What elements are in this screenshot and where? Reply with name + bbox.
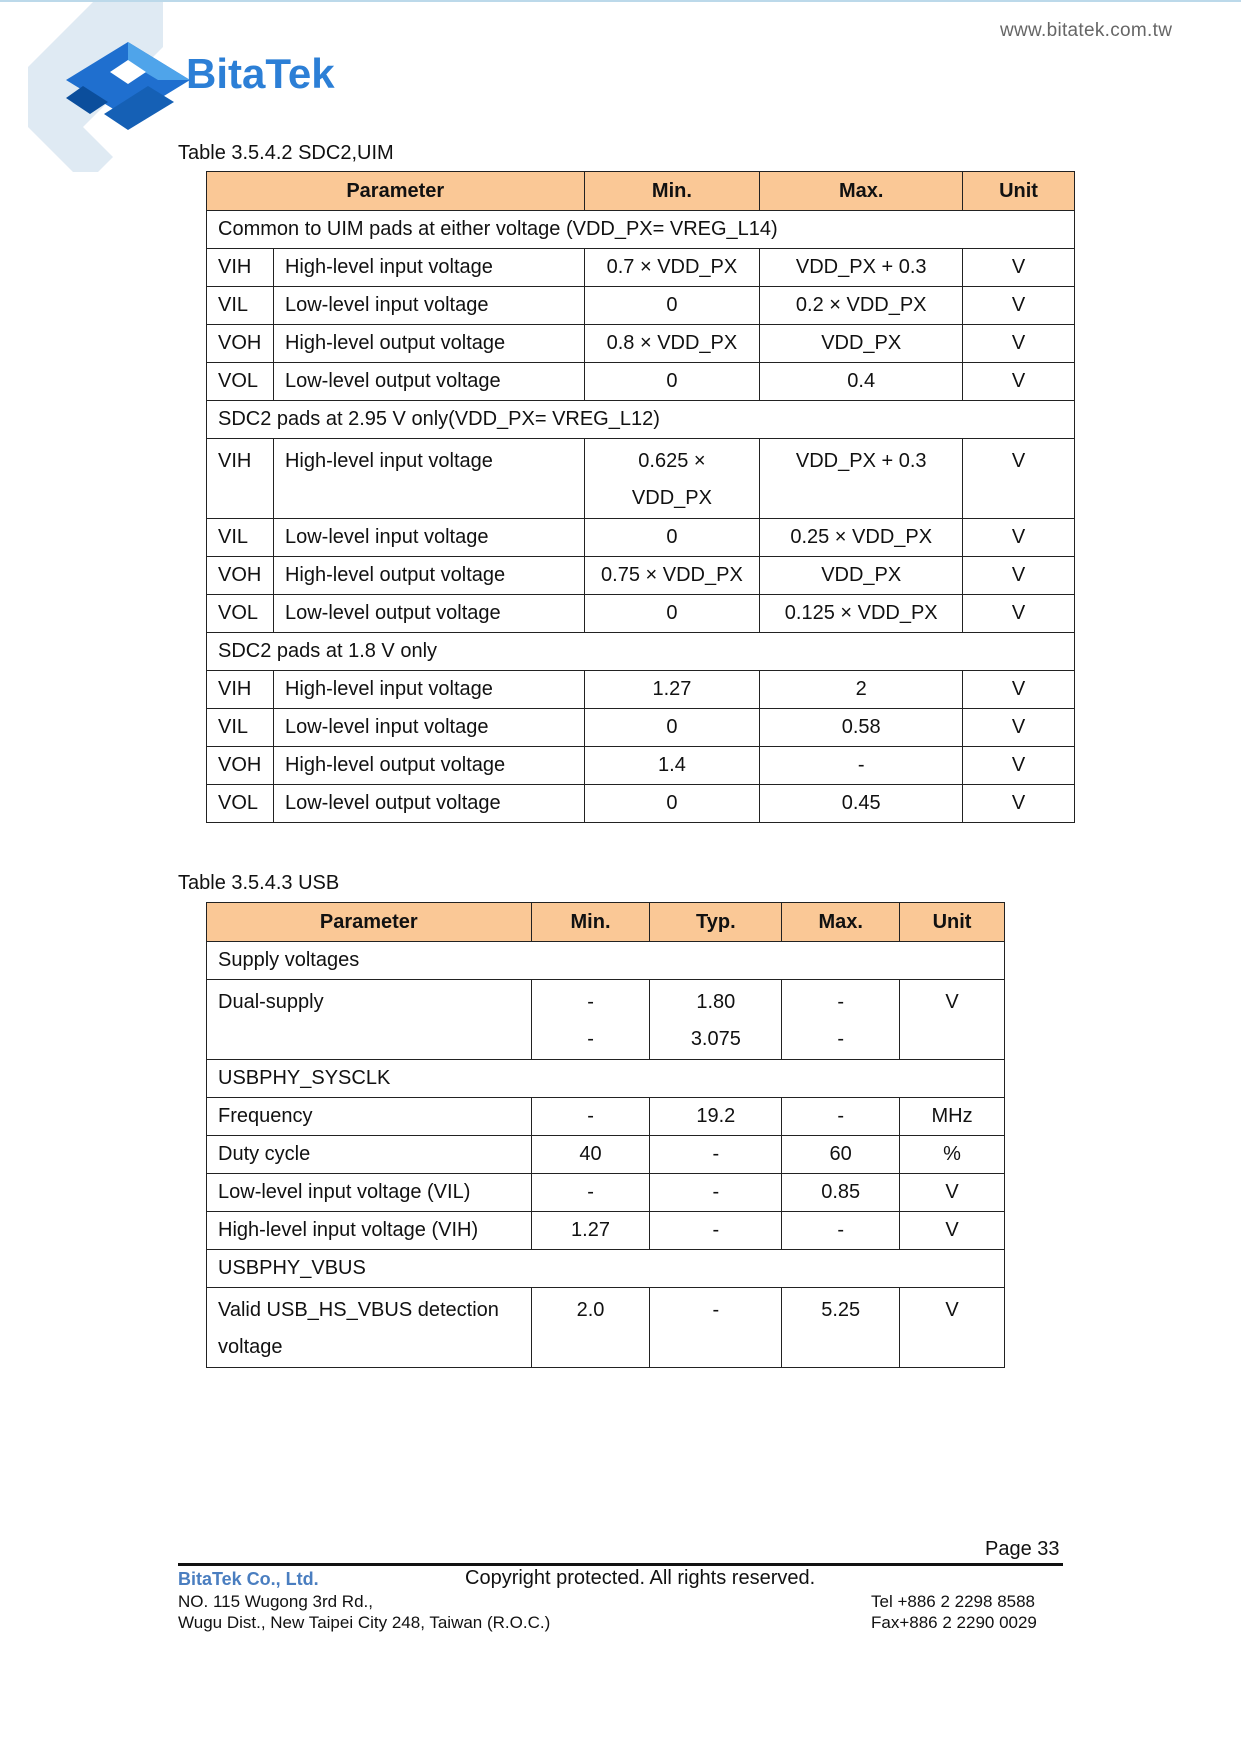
table-row [207, 287, 1075, 325]
table-row [207, 709, 1075, 747]
address-line-2: Wugu Dist., New Taipei City 248, Taiwan (R.O.C.) [178, 1613, 551, 1632]
min-cell: 1.27 [531, 1212, 650, 1250]
typ-cell: - [650, 1136, 782, 1174]
parameter-cell: High-level input voltage [273, 671, 584, 709]
parameter-cell: High-level output voltage [273, 325, 584, 363]
table-row [207, 1288, 1005, 1368]
table-row [207, 519, 1075, 557]
parameter-cell: Low-level input voltage [273, 287, 584, 325]
table-row [207, 325, 1075, 363]
footer-divider [178, 1563, 1063, 1566]
section-title: USBPHY_SYSCLK [207, 1060, 1005, 1098]
parameter-cell: High-level input voltage [273, 439, 584, 519]
copyright-notice: Copyright protected. All rights reserved. [465, 1567, 816, 1589]
website-url[interactable]: www.bitatek.com.tw [1000, 20, 1173, 41]
max-cell: VDD_PX [760, 557, 963, 595]
min-cell: 0.75 × VDD_PX [584, 557, 760, 595]
max-cell [782, 980, 900, 1060]
max-cell: 0.2 × VDD_PX [760, 287, 963, 325]
section-row [207, 942, 1005, 980]
section-title: Common to UIM pads at either voltage (VDD_PX= VREG_L14) [207, 211, 1075, 249]
max-cell: 60 [782, 1136, 900, 1174]
max-cell: - [782, 1212, 900, 1250]
section-title: SDC2 pads at 1.8 V only [207, 633, 1075, 671]
parameter-cell: Low-level output voltage [273, 363, 584, 401]
header-parameter: Parameter [207, 903, 532, 942]
parameter-cell: Duty cycle [207, 1136, 532, 1174]
parameter-cell: Low-level output voltage [273, 595, 584, 633]
table-row [207, 249, 1075, 287]
header-unit: Unit [963, 172, 1075, 211]
unit-cell: V [963, 557, 1075, 595]
typ-cell [650, 980, 782, 1060]
unit-cell: % [900, 1136, 1005, 1174]
max-cell: - [760, 747, 963, 785]
min-line: - [587, 1028, 594, 1050]
header-parameter: Parameter [207, 172, 585, 211]
section-row [207, 401, 1075, 439]
parameter-cell: High-level input voltage (VIH) [207, 1212, 532, 1250]
symbol-cell: VIH [207, 249, 274, 287]
parameter-cell: Dual-supply [207, 980, 532, 1060]
typ-cell: 19.2 [650, 1098, 782, 1136]
unit-cell: V [900, 980, 1005, 1060]
max-cell: VDD_PX + 0.3 [760, 249, 963, 287]
table1-caption: Table 3.5.4.2 SDC2,UIM [178, 142, 394, 164]
unit-cell: V [900, 1174, 1005, 1212]
unit-cell: V [963, 747, 1075, 785]
table-row [207, 1174, 1005, 1212]
min-line: - [587, 991, 594, 1013]
symbol-cell: VIL [207, 519, 274, 557]
max-cell: VDD_PX + 0.3 [760, 439, 963, 519]
min-cell: 2.0 [531, 1288, 650, 1368]
min-cell: 0 [584, 709, 760, 747]
telephone: Tel +886 2 2298 8588 [871, 1592, 1036, 1611]
min-cell: 0.8 × VDD_PX [584, 325, 760, 363]
company-name: BitaTek Co., Ltd. [178, 1569, 319, 1589]
section-row [207, 1060, 1005, 1098]
symbol-cell: VOL [207, 363, 274, 401]
section-row [207, 633, 1075, 671]
unit-cell: V [963, 325, 1075, 363]
min-cell: 0 [584, 287, 760, 325]
unit-cell: V [963, 363, 1075, 401]
unit-cell: V [963, 709, 1075, 747]
table-row [207, 980, 1005, 1060]
min-cell [584, 439, 760, 519]
min-cell [531, 980, 650, 1060]
section-title: Supply voltages [207, 942, 1005, 980]
table2-caption: Table 3.5.4.3 USB [178, 872, 340, 894]
max-cell: 0.4 [760, 363, 963, 401]
max-cell: 0.45 [760, 785, 963, 823]
min-cell: 0 [584, 519, 760, 557]
symbol-cell: VIL [207, 709, 274, 747]
unit-cell: V [963, 671, 1075, 709]
parameter-cell: Low-level output voltage [273, 785, 584, 823]
typ-cell: - [650, 1288, 782, 1368]
symbol-cell: VOH [207, 325, 274, 363]
header-unit: Unit [900, 903, 1005, 942]
min-cell: 40 [531, 1136, 650, 1174]
symbol-cell: VOL [207, 595, 274, 633]
table-row [207, 1098, 1005, 1136]
unit-cell: V [963, 287, 1075, 325]
max-cell: 0.125 × VDD_PX [760, 595, 963, 633]
parameter-line: Valid USB_HS_VBUS detection [218, 1299, 499, 1321]
table-row [207, 1136, 1005, 1174]
symbol-cell: VIH [207, 671, 274, 709]
unit-cell: MHz [900, 1098, 1005, 1136]
min-cell: 1.4 [584, 747, 760, 785]
max-line: - [837, 991, 844, 1013]
parameter-cell: Low-level input voltage [273, 709, 584, 747]
header-min: Min. [584, 172, 760, 211]
section-title: SDC2 pads at 2.95 V only(VDD_PX= VREG_L12) [207, 401, 1075, 439]
table-row [207, 439, 1075, 519]
max-cell: 2 [760, 671, 963, 709]
header-max: Max. [782, 903, 900, 942]
table-row [207, 785, 1075, 823]
unit-cell: V [900, 1212, 1005, 1250]
max-cell: 5.25 [782, 1288, 900, 1368]
max-cell: 0.25 × VDD_PX [760, 519, 963, 557]
symbol-cell: VIL [207, 287, 274, 325]
parameter-cell: High-level output voltage [273, 747, 584, 785]
max-cell: 0.58 [760, 709, 963, 747]
typ-line: 3.075 [690, 1028, 741, 1050]
max-cell: VDD_PX [760, 325, 963, 363]
parameter-cell: Low-level input voltage (VIL) [207, 1174, 532, 1212]
table-row [207, 557, 1075, 595]
min-cell: 0.7 × VDD_PX [584, 249, 760, 287]
parameter-cell: Low-level input voltage [273, 519, 584, 557]
header-min: Min. [531, 903, 650, 942]
min-cell: 0 [584, 363, 760, 401]
usb-table [206, 902, 1005, 1368]
unit-cell: V [963, 785, 1075, 823]
typ-line: 1.80 [696, 991, 736, 1013]
symbol-cell: VOH [207, 747, 274, 785]
table-row [207, 595, 1075, 633]
symbol-cell: VOH [207, 557, 274, 595]
min-line: VDD_PX [631, 487, 712, 509]
parameter-cell: High-level input voltage [273, 249, 584, 287]
page-number: Page 33 [985, 1538, 1060, 1560]
min-cell: - [531, 1174, 650, 1212]
table-row [207, 671, 1075, 709]
max-cell: 0.85 [782, 1174, 900, 1212]
parameter-cell: Frequency [207, 1098, 532, 1136]
parameter-cell: High-level output voltage [273, 557, 584, 595]
section-row [207, 1250, 1005, 1288]
symbol-cell: VIH [207, 439, 274, 519]
max-line: - [837, 1028, 844, 1050]
min-cell: 0 [584, 595, 760, 633]
min-cell: 1.27 [584, 671, 760, 709]
min-cell: - [531, 1098, 650, 1136]
header-typ: Typ. [650, 903, 782, 942]
min-cell: 0 [584, 785, 760, 823]
header-max: Max. [760, 172, 963, 211]
table-row [207, 363, 1075, 401]
table-row [207, 747, 1075, 785]
unit-cell: V [900, 1288, 1005, 1368]
unit-cell: V [963, 519, 1075, 557]
parameter-line: voltage [218, 1336, 283, 1358]
unit-cell: V [963, 595, 1075, 633]
address-line-1: NO. 115 Wugong 3rd Rd., [178, 1592, 373, 1611]
section-row [207, 211, 1075, 249]
svg-text:BitaTek: BitaTek [186, 50, 335, 97]
sdc2-uim-table [206, 171, 1075, 823]
table-header-row [207, 903, 1005, 942]
symbol-cell: VOL [207, 785, 274, 823]
parameter-cell [207, 1288, 532, 1368]
max-cell: - [782, 1098, 900, 1136]
unit-cell: V [963, 249, 1075, 287]
table-row [207, 1212, 1005, 1250]
min-line: 0.625 × [638, 450, 706, 472]
typ-cell: - [650, 1174, 782, 1212]
fax: Fax+886 2 2290 0029 [871, 1613, 1037, 1632]
section-title: USBPHY_VBUS [207, 1250, 1005, 1288]
table-header-row [207, 172, 1075, 211]
typ-cell: - [650, 1212, 782, 1250]
unit-cell: V [963, 439, 1075, 519]
